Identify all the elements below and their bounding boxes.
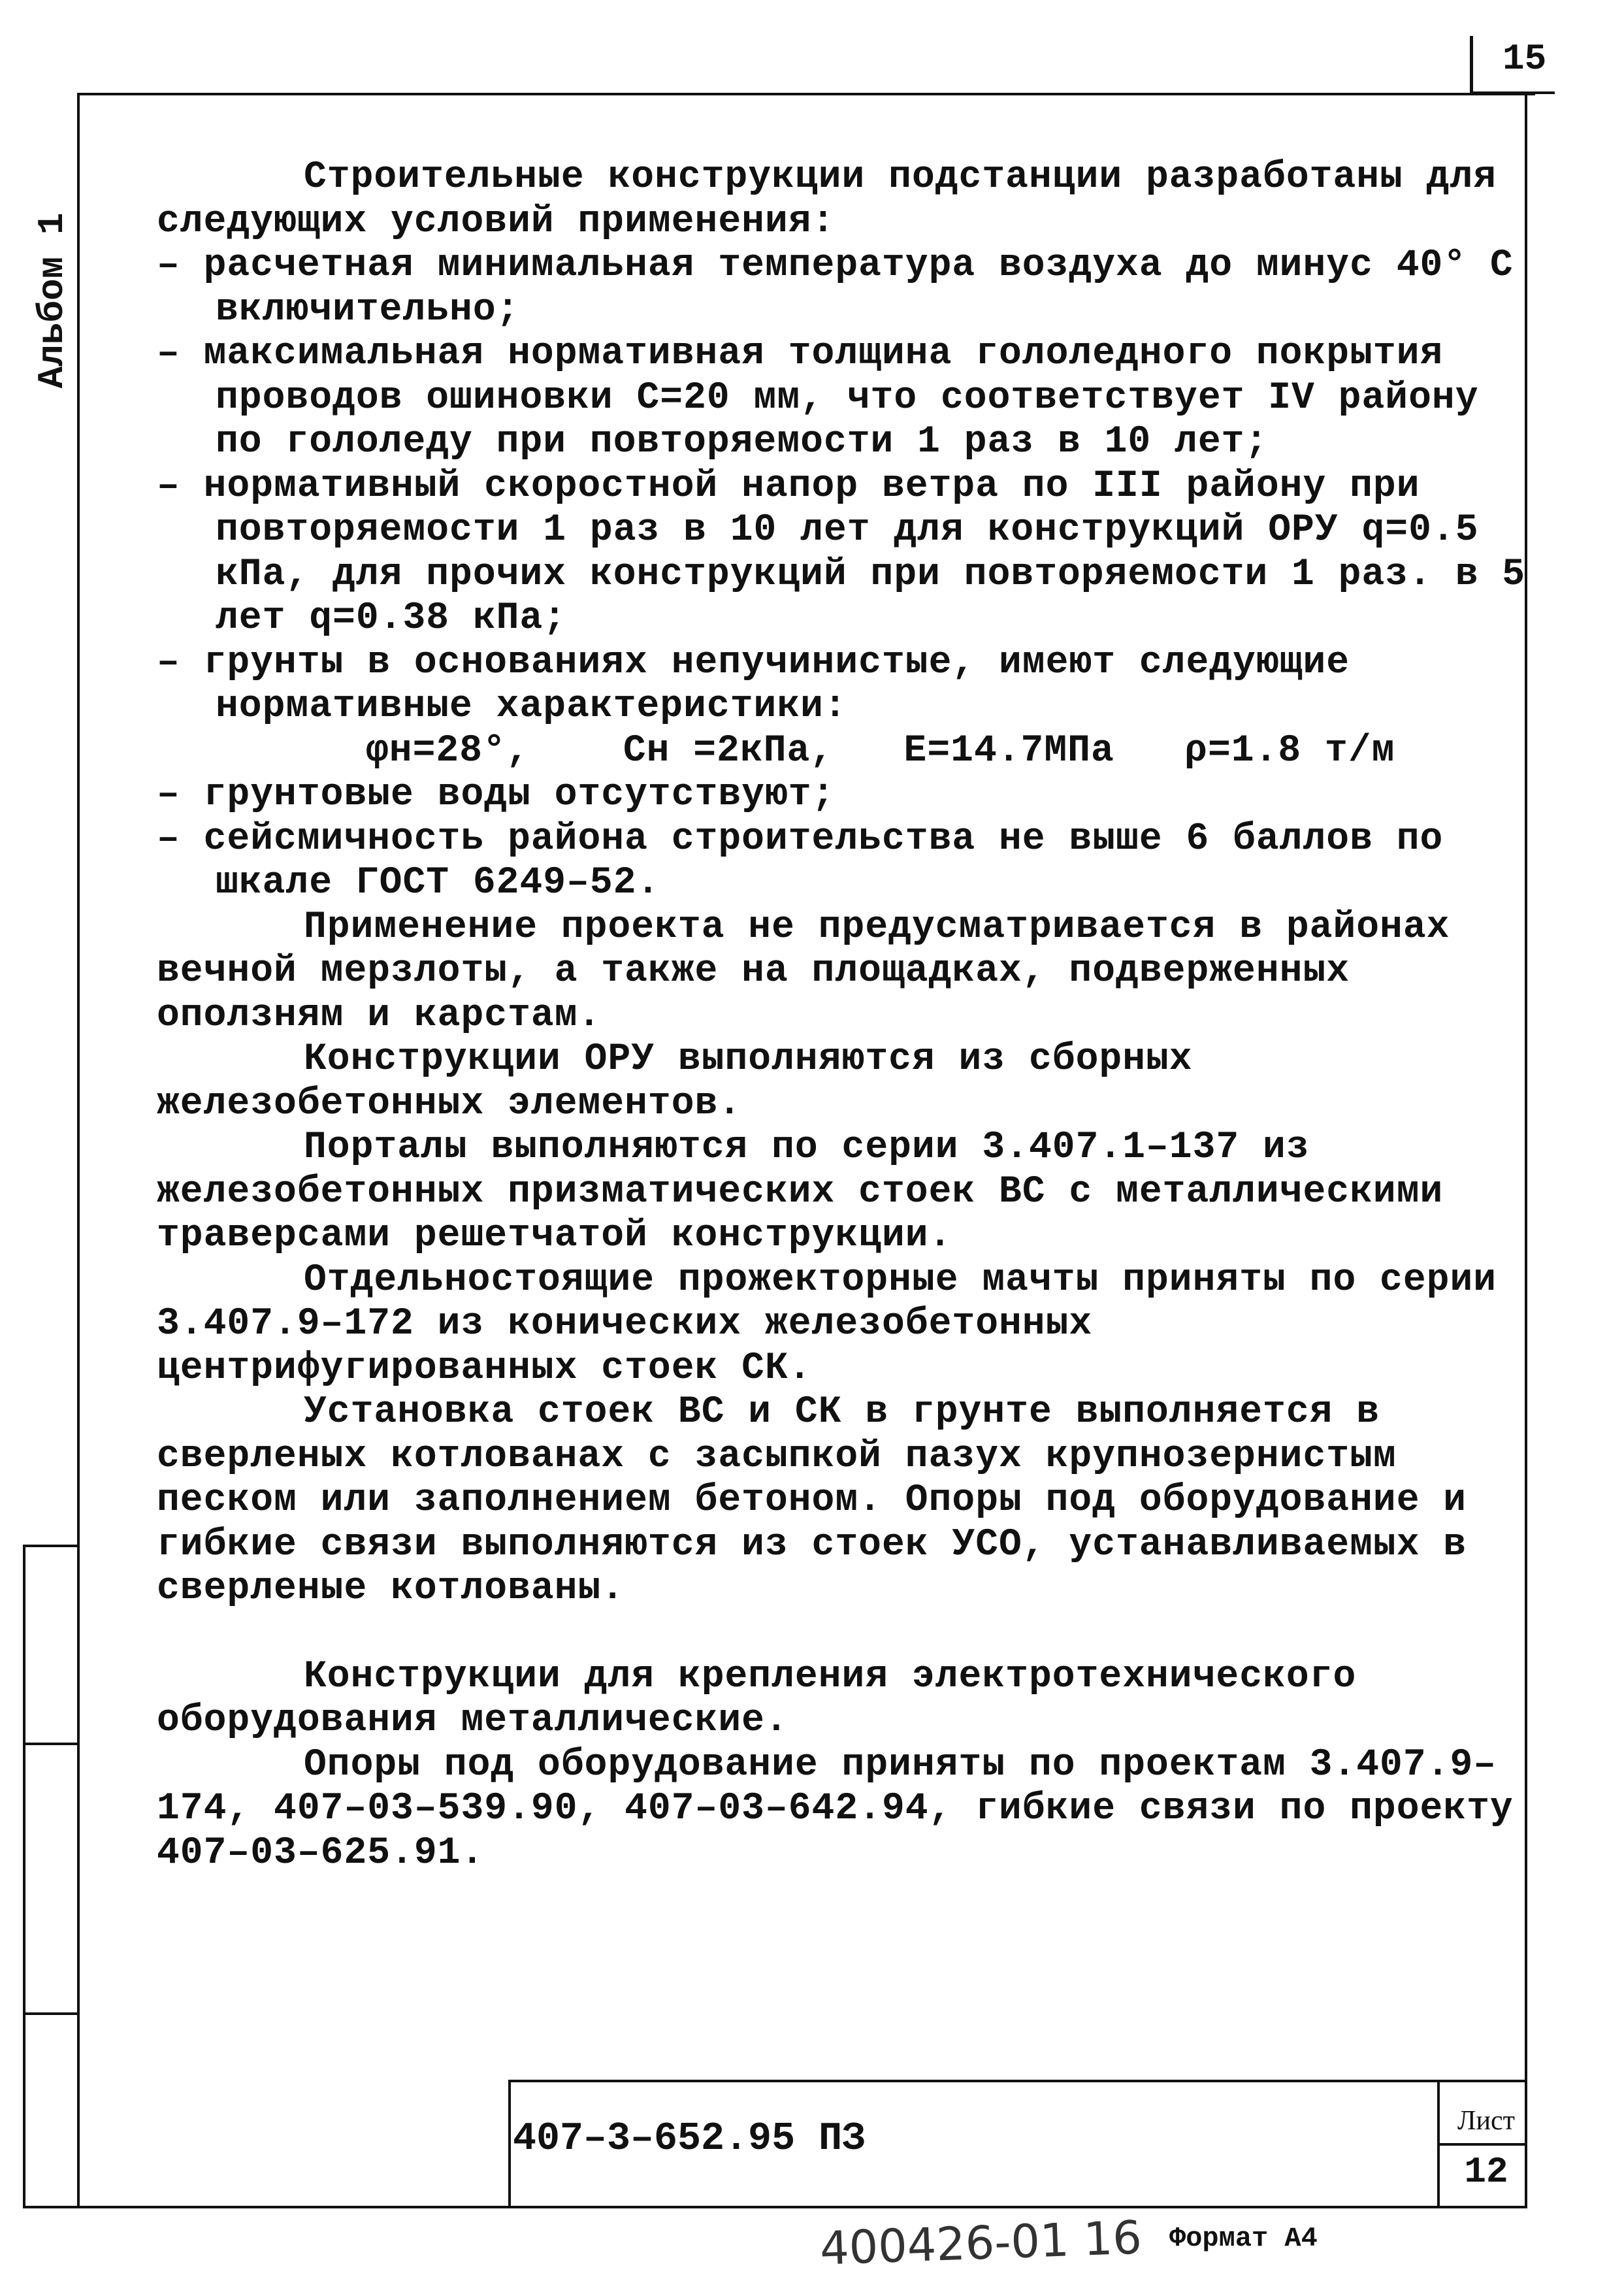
- margin-box-line-1: [23, 1545, 80, 1547]
- inventory-number: 400426-01 16: [819, 2210, 1143, 2276]
- frame-bottom: [23, 2206, 1527, 2208]
- paragraph: Опоры под оборудование приняты по проектам 3.407.9–174, 407–03–539.90, 407–03–642.94, гибкие связи по проекту 407–03–625.91.: [157, 1743, 1514, 1875]
- condition-item: – расчетная минимальная температура воздуха до минус 40° С включительно;: [157, 244, 1514, 331]
- paragraph: Конструкции для крепления электротехнического оборудования металлические.: [157, 1655, 1357, 1742]
- paragraph: Конструкции ОРУ выполняются из сборных железобетонных элементов.: [157, 1038, 1193, 1125]
- paragraph: Отдельностоящие прожекторные мачты приняты по серии 3.407.9–172 из конических железобетонных центрифугированных стоек СК.: [157, 1258, 1497, 1390]
- sheet-label: Лист: [1457, 2106, 1515, 2136]
- frame-left: [77, 93, 80, 2208]
- margin-box-line-2: [23, 1743, 80, 1745]
- title-block-top: [508, 2080, 1527, 2082]
- format-label: Формат А4: [1169, 2223, 1318, 2254]
- document-code: 407–3–652.95 ПЗ: [513, 2117, 866, 2161]
- condition-item: – грунты в основаниях непучинистые, имеют следующие нормативные характеристики:: [157, 641, 1350, 728]
- body-text: [157, 156, 1529, 1875]
- margin-box-line-3: [23, 2012, 80, 2015]
- page-number-divider: [1470, 36, 1473, 95]
- condition-item: – нормативный скоростной напор ветра по III району при повторяемости 1 раз в 10 лет для конструкций ОРУ q=0.5 кПа, для прочих конструкций при повторяемости 1 раз. в 5 лет q=0.38 кПа;: [157, 465, 1526, 640]
- album-label: [26, 196, 78, 405]
- paragraph: Установка стоек ВС и СК в грунте выполняется в сверленых котлованах с засыпкой пазух крупнозернистым песком или заполнением бетоном. Опоры под оборудование и гибкие связи выполняются из стоек УСО, устанавливаемых в сверленые котлованы.: [157, 1391, 1467, 1610]
- title-block-sheet-line: [1437, 2143, 1527, 2146]
- margin-box-outer-left: [23, 1545, 25, 2208]
- condition-item: – максимальная нормативная толщина гололедного покрытия проводов ошиновки С=20 мм, что соответствует IV району по гололеду при повторяемости 1 раз в 10 лет;: [157, 333, 1479, 463]
- album-label-text: Альбом 1: [31, 212, 73, 389]
- condition-item: – грунтовые воды отсутствуют;: [157, 774, 836, 816]
- title-block-left: [508, 2080, 511, 2208]
- condition-item: – сейсмичность района строительства не выше 6 баллов по шкале ГОСТ 6249–52.: [157, 817, 1444, 904]
- soil-characteristics: φн=28°, Сн =2кПа, Е=14.7МПа ρ=1.8 т/м: [366, 729, 1395, 772]
- intro-paragraph: Строительные конструкции подстанции разработаны для следующих условий применения:: [157, 156, 1497, 243]
- paragraph: Порталы выполняются по серии 3.407.1–137 из железобетонных призматических стоек ВС с металлическими траверсами решетчатой конструкции.: [157, 1126, 1444, 1257]
- sheet-number: 12: [1464, 2151, 1508, 2193]
- paragraph-gap: [157, 1611, 1529, 1655]
- frame-top: [77, 93, 1535, 95]
- page-number: 15: [1502, 38, 1547, 80]
- paragraph: Применение проекта не предусматривается в районах вечной мерзлоты, а также на площадках, подверженных оползням и карстам.: [157, 906, 1450, 1037]
